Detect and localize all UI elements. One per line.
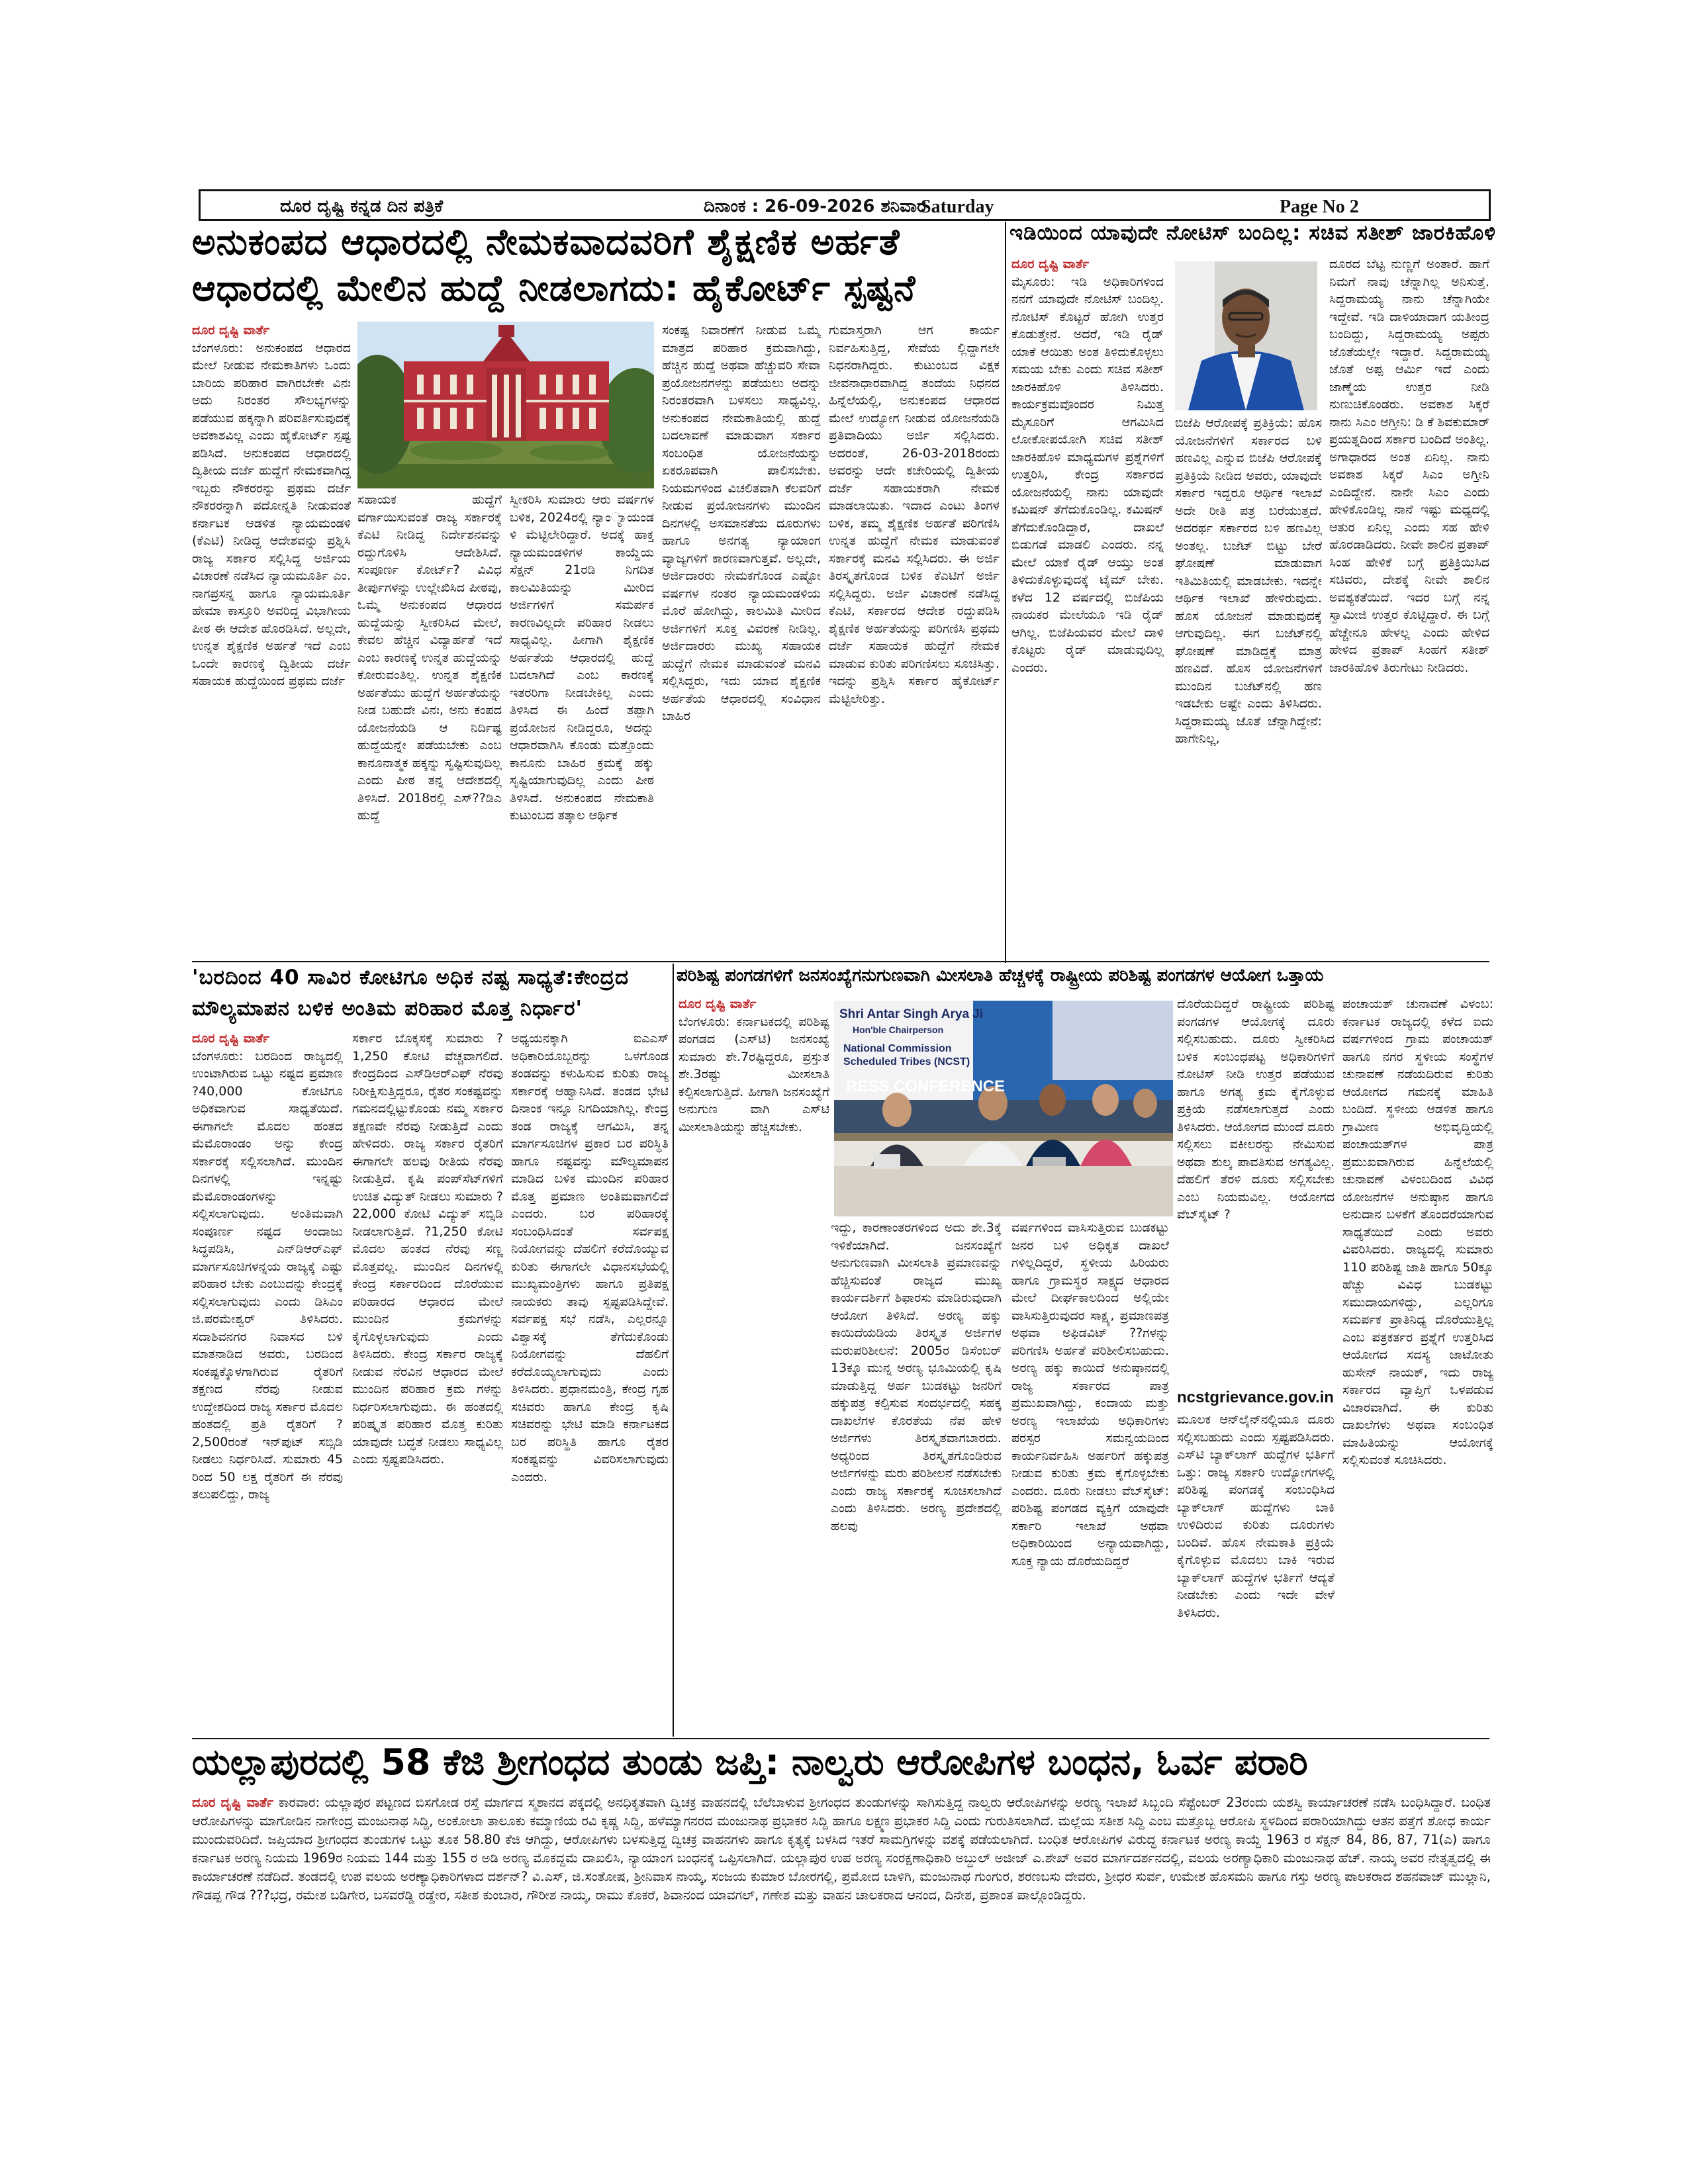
story2-column-3: ದೂರದ ಬೆಟ್ಟ ನುಣ್ಣಗೆ ಅಂತಾರೆ. ಹಾಗೆ ನಿಮಗೆ ನಾವು ಚೆನ್ನಾಗಿಲ್ಲ ಅನಿಸುತ್ತೆ. ಸಿದ್ದರಾಮಯ್ಯ ನಾನು ಚೆನ್ನಾಗಿಯೇ ಇದ್ದೇವೆ. ಇಡಿ ದಾಳಿಯಾದಾಗ ಯತೀಂದ್ರ ಬಂದಿದ್ದು, ಸಿದ್ದರಾಮಯ್ಯ ಅಪ್ಪರು ಜೊತೆಯಲ್ಲೇ ಇದ್ದಾರೆ. ಸಿದ್ದರಾಮಯ್ಯ ಜೊತೆ ಅಪ್ಪ ಆರ್ಮಿ ಇದೆ ಎಂದು ಜಾಣ್ಮೆಯ ಉತ್ತರ ನೀಡಿ ನುಣುಚಿಕೊಂಡರು. ಅವಕಾಶ ಸಿಕ್ಕರೆ ನಾನು ಸಿಎಂ ಆಗ್ತೀನಿ: ಡಿ ಕೆ ಶಿವಕುಮಾರ್ ಪ್ರಯತ್ನದಿಂದ ಸರ್ಕಾರ ಬಂದಿದೆ ಅಂತಿಲ್ಲ. ಅಗಾಧಾರದ ಅಂತ ಏನಿಲ್ಲ. ನಾನು ಅವಕಾಶ ಸಿಕ್ಕರೆ ಸಿಎಂ ಅಗ್ತೀನಿ ಎಂದಿದ್ದೇನೆ. ನಾನೇ ಸಿಎಂ ಎಂದು ಹೇಳಿಕೊಂಡಿಲ್ಲ ನಾನೆ ಇಷ್ಟು ಮಧ್ಯದಲ್ಲಿ ಆತುರ ಏನಿಲ್ಲ ಎಂದು ಸಹ ಹೇಳಿ ಹೊರಡಾಡಿದರು. ನೀವೇ ಶಾಲಿನ ಪ್ರತಾಪ್ ಸಿಂಹ ಹೇಳಿಕೆ ಬಗ್ಗೆ ಪ್ರತಿಕ್ರಿಯಿಸಿದ ಸಚಿವರು, ದೇಶಕ್ಕೆ ನೀವೇ ಶಾಲಿನ ಅವಶ್ಯಕತೆಯಿದೆ. ಇದರ ಬಗ್ಗೆ ನನ್ನ ಸ್ವಾಮೀಜಿ ಉತ್ತರ ಕೊಟ್ಟಿದ್ದಾರೆ. ಈ ಬಗ್ಗೆ ಹೆಚ್ಚೇನೂ ಹೇಳಲ್ಲ ಎಂದು ಹೇಳಿದ ಹೇಳಿದ ಪ್ರತಾಪ್ ಸಿಂಹಗೆ ಸತೀಶ್ ಜಾರಕಿಹೊಳಿ ತಿರುಗೇಟು ನೀಡಿದರು. [1329,257,1489,675]
story5-body [192,1794,1491,2078]
banner-event: RESS CONFERENCE [846,1077,1006,1095]
day-label: Saturday [921,197,994,217]
story3-column-2: ಸರ್ಕಾರ ಬೊಕ್ಕಸಕ್ಕೆ ಸುಮಾರು ?1,250 ಕೋಟಿ ವೆಚ್ಚವಾಗಲಿದೆ. ಕೇಂದ್ರದಿಂದ ಎಸ್‌ಡಿಆರ್‌ಎಫ್ ನೆರವು ನಿರೀಕ್ಷಿಸುತ್ತಿದ್ದರೂ, ರೈತರ ಸಂಕಷ್ಟವನ್ನು ಗಮನದಲ್ಲಿಟ್ಟುಕೊಂಡು ನಮ್ಮ ಸರ್ಕಾರ ತಕ್ಷಣವೇ ನೆರವು ನೀಡುತ್ತಿದೆ ಎಂದು ಹೇಳಿದರು. ರಾಜ್ಯ ಸರ್ಕಾರ ರೈತರಿಗೆ ಈಗಾಗಲೇ ಹಲವು ರೀತಿಯ ನೆರವು ನೀಡುತ್ತಿದೆ. ಕೃಷಿ ಪಂಪ್‌ಸೆಟ್‌ಗಳಿಗೆ ಉಚಿತ ವಿದ್ಯುತ್ ನೀಡಲು ಸುಮಾರು ?22,000 ಕೋಟಿ ವಿದ್ಯುತ್ ಸಬ್ಸಿಡಿ ನೀಡಲಾಗುತ್ತಿದೆ. ?1,250 ಕೋಟಿ ಮೊದಲ ಹಂತದ ನೆರವು ಸಣ್ಣ ಮೊತ್ತವಲ್ಲ. ಮುಂದಿನ ದಿನಗಳಲ್ಲಿ ಕೇಂದ್ರ ಸರ್ಕಾರದಿಂದ ದೊರೆಯುವ ಪರಿಹಾರದ ಆಧಾರದ ಮೇಲೆ ಮುಂದಿನ ಕ್ರಮಗಳನ್ನು ಕೈಗೊಳ್ಳಲಾಗುವುದು ಎಂದು ತಿಳಿಸಿದರು. ಕೇಂದ್ರ ಸರ್ಕಾರ ರಾಜ್ಯಕ್ಕೆ ನೀಡುವ ನೆರವಿನ ಆಧಾರದ ಮೇಲೆ ಮುಂದಿನ ಪರಿಹಾರ ಕ್ರಮ ಗಳನ್ನು ನಿರ್ಧರಿಸಲಾಗುವುದು. ಈ ಹಂತದಲ್ಲಿ ಪರಿಷ್ಕೃತ ಪರಿಹಾರ ಮೊತ್ತ ಕುರಿತು ಯಾವುದೇ ಬದ್ಧತೆ ನೀಡಲು ಸಾಧ್ಯವಿಲ್ಲ ಎಂದು ಸ್ಪಷ್ಟಪಡಿಸಿದರು. [352,1031,503,1467]
banner-title: Hon'ble Chairperson [853,1024,944,1035]
banner-org-line2: Scheduled Tribes (NCST) [843,1056,970,1068]
banner-org-line1: National Commission [843,1043,952,1054]
story3-byline: ದೂರ ದೃಷ್ಟಿ ವಾರ್ತೆ [192,1031,270,1046]
story1-column-3: ಸ್ವೀಕರಿಸಿ ಸುಮಾರು ಆರು ವರ್ಷಗಳ ಬಳಿಕ, 2024ರಲ್ಲಿ ನ್ಯಾಂ್ಯಾಯಂಡ ಳಿ ಮೆಟ್ಟಿಲೇರಿದ್ದಾರೆ. ಅದಕ್ಕೆ ಹಾಕ್ತ ನ್ಯಾಯಮಂಡಳಿಗಳ ಕಾಯ್ದೆಯ ಸೆಕ್ಷನ್ 21ರಡಿ ನಿಗದಿತ ಕಾಲಮಿತಿಯನ್ನು ಮೀರಿದ ಅರ್ಜಿಗಳಿಗೆ ಸಮರ್ಪಕ ಕಾರಣವಿಲ್ಲದೇ ಪರಿಹಾರ ನೀಡಲು ಸಾಧ್ಯವಿಲ್ಲ. ಹೀಗಾಗಿ ಶೈಕ್ಷಣಿಕ ಅರ್ಹತೆಯ ಆಧಾರದಲ್ಲಿ ಹುದ್ದೆ ಬದಲಾಗಿದೆ ಎಂಬ ಕಾರಣಕ್ಕೆ ಇತರರಿಗಾ ನೀಡಬೇಕಿಲ್ಲ ಎಂದು ತಿಳಿಸಿದ ಈ ಹಿಂದೆ ತಪ್ಪಾಗಿ ಪ್ರಯೋಜನ ನೀಡಿದ್ದರೂ, ಅದನ್ನು ಆಧಾರವಾಗಿಸಿ ಕೊಂಡು ಮತ್ತೊಂದು ಕಾನೂನು ಬಾಹಿರ ಕ್ರಮಕ್ಕೆ ಹಕ್ಕು ಸೃಷ್ಟಿಯಾಗುವುದಿಲ್ಲ ಎಂದು ಪೀಠ ತಿಳಿಸಿದೆ. ಅನುಕಂಪದ ನೇಮಕಾತಿ ಕುಟುಂಬದ ತತ್ಕಾಲ ಆರ್ಥಿಕ [510,492,654,823]
banner-name: Shri Antar Singh Arya Ji [839,1007,984,1021]
page-header-bar [199,189,1491,221]
story3-column-1 [192,1030,343,1734]
story1-column-1 [192,322,351,957]
story5-byline: ದೂರ ದೃಷ್ಟಿ ವಾರ್ತೆ [192,1795,274,1810]
story4-column-3: ದೊರೆಯದಿದ್ದರೆ ರಾಷ್ಟ್ರೀಯ ಪರಿಶಿಷ್ಟ ಪಂಗಡಗಳ ಆಯೋಗಕ್ಕೆ ದೂರು ಸಲ್ಲಿಸಬಹುದು. ದೂರು ಸ್ವೀಕರಿಸಿದ ಬಳಿಕ ಸಂಬಂಧಪಟ್ಟ ಅಧಿಕಾರಿಗಳಿಗೆ ನೋಟಿಸ್ ನೀಡಿ ಉತ್ತರ ಪಡೆಯುವ ಹಾಗೂ ಅಗತ್ಯ ಕ್ರಮ ಕೈಗೊಳ್ಳುವ ಪ್ರಕ್ರಿಯೆ ನಡೆಸಲಾಗುತ್ತದೆ ಎಂದು ತಿಳಿಸಿದರು. ಆಯೋಗದ ಮುಂದೆ ದೂರು ಸಲ್ಲಿಸಲು ವಕೀಲರನ್ನು ನೇಮಿಸುವ ಅಥವಾ ಶುಲ್ಕ ಪಾವತಿಸುವ ಅಗತ್ಯವಿಲ್ಲ. ದೆಹಲಿಗೆ ತೆರಳಿ ದೂರು ಸಲ್ಲಿಸಬೇಕು ಎಂಬ ನಿಯಮವಿಲ್ಲ. ಆಯೋಗದ ವೆಬ್‌ಸೈಟ್ ? [1177,997,1335,1222]
section-divider [192,961,1489,962]
story4-column-3b: ಮೂಲಕ ಆನ್‌ಲೈನ್‌ನಲ್ಲಿಯೂ ದೂರು ಸಲ್ಲಿಸಬಹುದು ಎಂದು ಸ್ಪಷ್ಟಪಡಿಸಿದರು. ಎಸ್‌ಟಿ ಬ್ಯಾಕ್‌ಲಾಗ್ ಹುದ್ದೆಗಳ ಭರ್ತಿಗೆ ಒತ್ತು: ರಾಜ್ಯ ಸರ್ಕಾರಿ ಉದ್ಯೋಗಗಳಲ್ಲಿ ಪರಿಶಿಷ್ಟ ಪಂಗಡಕ್ಕೆ ಸಂಬಂಧಿಸಿದ ಬ್ಯಾಕ್‌ಲಾಗ್ ಹುದ್ದೆಗಳು ಬಾಕಿ ಉಳಿದಿರುವ ಕುರಿತು ದೂರುಗಳು ಬಂದಿವೆ. ಹೊಸ ನೇಮಕಾತಿ ಪ್ರಕ್ರಿಯೆ ಕೈಗೊಳ್ಳುವ ಮೊದಲು ಬಾಕಿ ಇರುವ ಬ್ಯಾಕ್‌ಲಾಗ್ ಹುದ್ದೆಗಳ ಭರ್ತಿಗೆ ಆದ್ಯತೆ ನೀಡಬೇಕು ಎಂದು ಇದೇ ವೇಳೆ ತಿಳಿಸಿದರು. [1177,1412,1335,1620]
story1-text-1: ಬೆಂಗಳೂರು: ಅನುಕಂಪದ ಆಧಾರದ ಮೇಲೆ ನೀಡುವ ನೇಮಕಾತಿಗಳು ಒಂದು ಬಾರಿಯ ಪರಿಹಾರ ವಾಗಿರಬೇಕೇ ವಿನಃ ಅದು ನಿರಂತರ ಸೌಲಭ್ಯಗಳನ್ನು ಪಡೆಯುವ ಹಕ್ಕನ್ನಾಗಿ ಪರಿವರ್ತಿಸುವುದಕ್ಕೆ ಅವಕಾಶವಿಲ್ಲ ಎಂದು ಹೈಕೋರ್ಟ್ ಸ್ಪಷ್ಟ ಪಡಿಸಿದೆ. ಅನುಕಂಪದ ಆಧಾರದಲ್ಲಿ ದ್ವಿತೀಯ ದರ್ಜೆ ಹುದ್ದೆಗೆ ನೇಮಕವಾಗಿದ್ದ ಇಬ್ಬರು ನೌಕರರನ್ನು ಪ್ರಥಮ ದರ್ಜೆ ನೌಕರರನ್ನಾಗಿ ಪದೋನ್ನತಿ ನೀಡುವಂತೆ ಕರ್ನಾಟಕ ಆಡಳಿತ ನ್ಯಾಯಮಂಡಳಿ (ಕೆಎಟಿ) ನೀಡಿದ್ದ ಆದೇಶವನ್ನು ಪ್ರಶ್ನಿಸಿ ರಾಜ್ಯ ಸರ್ಕಾರ ಸಲ್ಲಿಸಿದ್ದ ಅರ್ಜಿಯ ವಿಚಾರಣೆ ನಡೆಸಿದ ನ್ಯಾಯಮೂರ್ತಿ ಎಂ. ನಾಗಪ್ರಸನ್ನ ಹಾಗೂ ನ್ಯಾಯಮೂರ್ತಿ ಹೇಮಾ ಕಾಸ್ತೂರಿ ಅವರಿದ್ದ ವಿಭಾಗೀಯ ಪೀಠ ಈ ಆದೇಶ ಹೊರಡಿಸಿದೆ. ಅಲ್ಲದೇ, ಉನ್ನತ ಶೈಕ್ಷಣಿಕ ಅರ್ಹತೆ ಇದೆ ಎಂಬ ಒಂದೇ ಕಾರಣಕ್ಕೆ ದ್ವಿತೀಯ ದರ್ಜೆ ಸಹಾಯಕ ಹುದ್ದೆಯಿಂದ ಪ್ರಥಮ ದರ್ಜೆ [192,340,351,688]
story3-column-3: ಅಧ್ಯಯನಕ್ಕಾಗಿ ಐಎಎಸ್ ಅಧಿಕಾರಿಯೊಬ್ಬರನ್ನು ಒಳಗೊಂಡ ತಂಡವನ್ನು ಕಳುಹಿಸುವ ಕುರಿತು ರಾಜ್ಯ ಸರ್ಕಾರಕ್ಕೆ ಆಹ್ವಾನಿಸಿದೆ. ತಂಡದ ಭೇಟಿ ದಿನಾಂಕ ಇನ್ನೂ ನಿಗದಿಯಾಗಿಲ್ಲ. ಕೇಂದ್ರ ತಂಡ ರಾಜ್ಯಕ್ಕೆ ಆಗಮಿಸಿ, ತನ್ನ ಮಾರ್ಗಸೂಚಿಗಳ ಪ್ರಕಾರ ಬರ ಪರಿಸ್ಥಿತಿ ಹಾಗೂ ನಷ್ಟವನ್ನು ಮೌಲ್ಯಮಾಪನ ಮಾಡಿದ ಬಳಿಕ ಮುಂದಿನ ಪರಿಹಾರ ಮೊತ್ತ ಪ್ರಮಾಣ ಅಂತಿಮವಾಗಲಿದೆ ಎಂದರು. ಬರ ಪರಿಹಾರಕ್ಕೆ ಸಂಬಂಧಿಸಿದಂತೆ ಸರ್ವಪಕ್ಷ ನಿಯೋಗವನ್ನು ದೆಹಲಿಗೆ ಕರೆದೊಯ್ಯುವ ಕುರಿತು ಈಗಾಗಲೇ ವಿಧಾನಸಭೆಯಲ್ಲಿ ಮುಖ್ಯಮಂತ್ರಿಗಳು ಹಾಗೂ ಪ್ರತಿಪಕ್ಷ ನಾಯಕರು ತಾವು ಸ್ಪಷ್ಟಪಡಿಸಿದ್ದೇವೆ. ಸರ್ವಪಕ್ಷ ಸಭೆ ನಡೆಸಿ, ಎಲ್ಲರನ್ನೂ ವಿಶ್ವಾಸಕ್ಕೆ ತೆಗೆದುಕೊಂಡು ನಿಯೋಗವನ್ನು ದೆಹಲಿಗೆ ಕರೆದೊಯ್ಯಲಾಗುವುದು ಎಂದು ತಿಳಿಸಿದರು. ಪ್ರಧಾನಮಂತ್ರಿ, ಕೇಂದ್ರ ಗೃಹ ಸಚಿವರು ಹಾಗೂ ಕೇಂದ್ರ ಕೃಷಿ ಸಚಿವರನ್ನು ಭೇಟಿ ಮಾಡಿ ಕರ್ನಾಟಕದ ಬರ ಪರಿಸ್ಥಿತಿ ಹಾಗೂ ರೈತರ ಸಂಕಷ್ಟವನ್ನು ವಿವರಿಸಲಾಗುವುದು ಎಂದರು. [511,1031,669,1484]
minister-photo [1175,261,1317,410]
story1-headline-line2: ಆಧಾರದಲ್ಲಿ ಮೇಲಿನ ಹುದ್ದೆ ನೀಡಲಾಗದು: ಹೈಕೋರ್ಟ್ ಸ್ಪಷ್ಟನೆ [192,267,916,309]
story2-text-1: ಮೈಸೂರು: ಇಡಿ ಅಧಿಕಾರಿಗಳಿಂದ ನನಗೆ ಯಾವುದೇ ನೋಟಿಸ್ ಬಂದಿಲ್ಲ. ನೋಟಿಸ್ ಕೊಟ್ಟರೆ ಹೋಗಿ ಉತ್ತರ ಕೊಡುತ್ತೇನೆ. ಅದರೆ, ಇಡಿ ರೈಡ್ ಯಾಕೆ ಆಯಿತು ಅಂತ ತಿಳಿದುಕೊಳ್ಳಲು ಸಮಯ ಬೇಕು ಎಂದು ಸಚಿವ ಸತೀಶ್ ಜಾರಕಿಹೊಳಿ ತಿಳಿಸಿದರು. ಕಾರ್ಯಕ್ರಮವೊಂದರ ನಿಮಿತ್ತ ಮೈಸೂರಿಗೆ ಆಗಮಿಸಿದ ಲೋಕೋಪಯೋಗಿ ಸಚಿವ ಸತೀಶ್ ಜಾರಕಿಹೊಳಿ ಮಾಧ್ಯಮಗಳ ಪ್ರಶ್ನೆಗಳಿಗೆ ಉತ್ತರಿಸಿ, ಕೇಂದ್ರ ಸರ್ಕಾರದ ಯೋಜನೆಯಲ್ಲಿ ನಾನು ಯಾವುದೇ ಕಮಿಷನ್ ತೆಗೆದುಕೊಂಡಿಲ್ಲ. ಕಮಿಷನ್ ತೆಗೆದುಕೊಂಡಿದ್ದಾರೆ, ದಾಖಲೆ ಬಿಡುಗಡೆ ಮಾಡಲಿ ಎಂದರು. ನನ್ನ ಮೇಲೆ ಯಾಕೆ ರೈಡ್ ಆಯ್ತು ಅಂತ ತಿಳಿದುಕೊಳ್ಳುವುದಕ್ಕೆ ಟೈಮ್ ಬೇಕು. ಕಳೆದ 12 ವರ್ಷದಲ್ಲಿ ಬಿಜೆಪಿಯ ನಾಯಕರ ಮೇಲೆಯೂ ಇಡಿ ರೈಡ್ ಆಗಿಲ್ಲ. ಬಿಜೆಪಿಯವರ ಮೇಲೆ ದಾಳಿ ಕೊಟ್ಟರು ರೈಡ್ ಮಾಡುವುದಿಲ್ಲ ಎಂದರು. [1011,274,1164,675]
story4-column-1b: ಇದ್ದು, ಕಾರಣಾಂತರಗಳಿಂದ ಅದು ಶೇ.3ಕ್ಕೆ ಇಳಿಕೆಯಾಗಿದೆ. ಜನಸಂಖ್ಯೆಗೆ ಅನುಗುಣವಾಗಿ ಮೀಸಲಾತಿ ಪ್ರಮಾಣವನ್ನು ಹೆಚ್ಚಿಸುವಂತೆ ರಾಜ್ಯದ ಮುಖ್ಯ ಕಾರ್ಯದರ್ಶಿಗೆ ಶಿಫಾರಸು ಮಾಡಿರುವುದಾಗಿ ಆಯೋಗ ತಿಳಿಸಿದೆ. ಅರಣ್ಯ ಹಕ್ಕು ಕಾಯಿದೆಯಡಿಯ ತಿರಸ್ಕೃತ ಅರ್ಜಿಗಳ ಮರುಪರಿಶೀಲನೆ: 2005ರ ಡಿಸೆಂಬರ್ 13ಕ್ಕೂ ಮುನ್ನ ಅರಣ್ಯ ಭೂಮಿಯಲ್ಲಿ ಕೃಷಿ ಮಾಡುತ್ತಿದ್ದ ಅರ್ಹ ಬುಡಕಟ್ಟು ಜನರಿಗೆ ಹಕ್ಕುಪತ್ರ ಕಲ್ಪಿಸುವ ಸಂದರ್ಭದಲ್ಲಿ ಸಹಕ್ಕ ದಾಖಲೆಗಳ ಕೊರತೆಯ ನೆಪ ಹೇಳಿ ಅರ್ಜಿಗಳು ತಿರಸ್ಕೃತವಾಗಬಾರದು. ಅಧ್ಯರಿಂದ ತಿರಸ್ಕೃತಗೊಂಡಿರುವ ಅರ್ಜಿಗಳನ್ನು ಮರು ಪರಿಶೀಲನೆ ನಡೆಸಬೇಕು ಎಂದು ರಾಜ್ಯ ಸರ್ಕಾರಕ್ಕೆ ಸೂಚಿಸಲಾಗಿದೆ ಎಂದು ತಿಳಿಸಿದರು. ಅರಣ್ಯ ಪ್ರದೇಶದಲ್ಲಿ ಹಲವು [831,1220,1002,1533]
story2-headline: ಇಡಿಯಿಂದ ಯಾವುದೇ ನೋಟಿಸ್ ಬಂದಿಲ್ಲ: ಸಚಿವ ಸತೀಶ್ ಜಾರಕಿಹೊಳಿ [1009,221,1497,245]
story4-text-1a: ಬೆಂಗಳೂರು: ಕರ್ನಾಟಕದಲ್ಲಿ ಪರಿಶಿಷ್ಟ ಪಂಗಡದ (ಎಸ್‌ಟಿ) ಜನಸಂಖ್ಯೆ ಸುಮಾರು ಶೇ.7ರಷ್ಟಿದ್ದರೂ, ಪ್ರಸ್ತುತ ಶೇ.3ರಷ್ಟು ಮೀಸಲಾತಿ ಕಲ್ಪಿಸಲಾಗುತ್ತಿದೆ. ಹೀಗಾಗಿ ಜನಸಂಖ್ಯೆಗೆ ಅನುಗುಣ ವಾಗಿ ಎಸ್‌ಟಿ ಮೀಸಲಾತಿಯನ್ನು ಹೆಚ್ಚಿಸಬೇಕು. [679,1014,829,1134]
story4-column-2: ವರ್ಷಗಳಿಂದ ವಾಸಿಸುತ್ತಿರುವ ಬುಡಕಟ್ಟು ಜನರ ಬಳಿ ಅಧಿಕೃತ ದಾಖಲೆ ಗಳಿಲ್ಲದಿದ್ದರೆ, ಸ್ಥಳೀಯ ಹಿರಿಯರು ಹಾಗೂ ಗ್ರಾಮಸ್ಥರ ಸಾಕ್ಷ್ಯದ ಆಧಾರದ ಮೇಲೆ ದೀರ್ಘಕಾಲದಿಂದ ಅಲ್ಲಿಯೇ ವಾಸಿಸುತ್ತಿರುವುದರ ಸಾಕ್ಷ್ಯ, ಪ್ರಮಾಣಪತ್ರ ಅಥವಾ ಅಫಿಡವಿಟ್ ??ಗಳನ್ನು ಪರಿಗಣಿಸಿ ಅರ್ಹತೆ ಪರಿಶೀಲಿಸಬಹುದು. ಅರಣ್ಯ ಹಕ್ಕು ಕಾಯಿದೆ ಅನುಷ್ಠಾನದಲ್ಲಿ ರಾಜ್ಯ ಸರ್ಕಾರದ ಪಾತ್ರ ಪ್ರಮುಖವಾಗಿದ್ದು, ಕಂದಾಯ ಮತ್ತು ಅರಣ್ಯ ಇಲಾಖೆಯ ಅಧಿಕಾರಿಗಳು ಪರಸ್ಪರ ಸಮನ್ವಯದಿಂದ ಕಾರ್ಯನಿರ್ವಹಿಸಿ ಅರ್ಹರಿಗೆ ಹಕ್ಕುಪತ್ರ ನೀಡುವ ಕುರಿತು ಕ್ರಮ ಕೈಗೊಳ್ಳಬೇಕು ಎಂದರು. ದೂರು ನೀಡಲು ವೆಬ್‌ಸೈಟ್: ಪರಿಶಿಷ್ಟ ಪಂಗಡದ ವ್ಯಕ್ತಿಗೆ ಯಾವುದೇ ಸರ್ಕಾರಿ ಇಲಾಖೆ ಅಥವಾ ಅಧಿಕಾರಿಯಿಂದ ಅನ್ಯಾಯವಾಗಿದ್ದು, ಸೂಕ್ತ ನ್ಯಾಯ ದೊರೆಯದಿದ್ದರೆ [1011,1220,1169,1569]
story3-headline-line1: 'ಬರದಿಂದ 40 ಸಾವಿರ ಕೋಟಿಗೂ ಅಧಿಕ ನಷ್ಟ ಸಾಧ್ಯತೆ:ಕೇಂದ್ರದ [192,966,630,989]
story4-column-1a [679,995,829,1208]
story1-column-2: ಸಹಾಯಕ ಹುದ್ದೆಗೆ ವರ್ಗಾಯಿಸುವಂತೆ ರಾಜ್ಯ ಸರ್ಕಾರಕ್ಕೆ ಕೆಎಟಿ ನೀಡಿದ್ದ ನಿರ್ದೇಶನವನ್ನು ರದ್ದುಗೊಳಿಸಿ ಆದೇಶಿಸಿದೆ. ಸಂಪೂರ್ಣ ಕೋರ್ಟ್? ವಿವಿಧ ತೀರ್ಪುಗಳನ್ನು ಉಲ್ಲೇಖಿಸಿದ ಪೀಠವು, ಒಮ್ಮೆ ಅನುಕಂಪದ ಆಧಾರದ ಹುದ್ದೆಯನ್ನು ಸ್ವೀಕರಿಸಿದ ಮೇಲೆ, ಕೇವಲ ಹೆಚ್ಚಿನ ವಿದ್ಯಾರ್ಹತೆ ಇದೆ ಎಂಬ ಕಾರಣಕ್ಕೆ ಉನ್ನತ ಹುದ್ದೆಯನ್ನು ಕೋರುವಂತಿಲ್ಲ. ಉನ್ನತ ಶೈಕ್ಷಣಿಕ ಅರ್ಹತೆಯು ಹುದ್ದೆಗೆ ಅರ್ಹತೆಯನ್ನು ನೀಡ ಬಹುದೇ ವಿನಃ, ಅನು ಕಂಪದ ಯೋಜನೆಯಡಿ ಆ ನಿರ್ದಿಷ್ಟ ಹುದ್ದೆಯನ್ನೇ ಪಡೆಯಬೇಕು ಎಂಬ ಕಾನೂನಾತ್ಮಕ ಹಕ್ಕನ್ನು ಸೃಷ್ಟಿಸುವುದಿಲ್ಲ ಎಂದು ಪೀಠ ತನ್ನ ಆದೇಶದಲ್ಲಿ ತಿಳಿಸಿದೆ. 2018ರಲ್ಲಿ ಎಸ್??ಡಿಎ ಹುದ್ದೆ [357,492,502,823]
story4-byline: ದೂರ ದೃಷ್ಟಿ ವಾರ್ತೆ [679,997,757,1011]
story2-byline: ದೂರ ದೃಷ್ಟಿ ವಾರ್ತೆ [1011,257,1090,271]
story3-text-1: ಬೆಂಗಳೂರು: ಬರದಿಂದ ರಾಜ್ಯದಲ್ಲಿ ಉಂಟಾಗಿರುವ ಒಟ್ಟು ನಷ್ಟದ ಪ್ರಮಾಣ ?40,000 ಕೋಟಿಗೂ ಅಧಿಕವಾಗುವ ಸಾಧ್ಯತೆಯಿದೆ. ಈಗಾಗಲೇ ಮೊದಲ ಹಂತದ ಮೆಮೊರಾಂಡಂ ಅನ್ನು ಕೇಂದ್ರ ಸರ್ಕಾರಕ್ಕೆ ಸಲ್ಲಿಸಲಾಗಿದೆ. ಮುಂದಿನ ದಿನಗಳಲ್ಲಿ ಇನ್ನಷ್ಟು ಮೆಮೊರಾಂಡಂಗಳನ್ನು ಸಲ್ಲಿಸಲಾಗುವುದು. ಅಂತಿಮವಾಗಿ ಸಂಪೂರ್ಣ ನಷ್ಟದ ಅಂದಾಜು ಸಿದ್ಧಪಡಿಸಿ, ಎನ್‌ಡಿಆರ್‌ಎಫ್ ಮಾರ್ಗಸೂಚಿಗಳನ್ನಯ ರಾಜ್ಯಕ್ಕೆ ಎಷ್ಟು ಪರಿಹಾರ ಬೇಕು ಎಂಬುದನ್ನು ಕೇಂದ್ರಕ್ಕೆ ಸಲ್ಲಿಸಲಾಗುವುದು ಎಂದು ಡಿಸಿಎಂ ಜಿ.ಪರಮೇಶ್ವರ್ ತಿಳಿಸಿದರು. ಸದಾಶಿವನಗರ ನಿವಾಸದ ಬಳಿ ಮಾತನಾಡಿದ ಅವರು, ಬರದಿಂದ ಸಂಕಷ್ಟಕ್ಕೊಳಗಾಗಿರುವ ರೈತರಿಗೆ ತಕ್ಷಣದ ನೆರವು ನೀಡುವ ಉದ್ದೇಶದಿಂದ ರಾಜ್ಯ ಸರ್ಕಾರ ಮೊದಲ ಹಂತದಲ್ಲಿ ಪ್ರತಿ ರೈತರಿಗೆ ?2,500ರಂತೆ ಇನ್‌ಪುಟ್ ಸಬ್ಸಿಡಿ ನೀಡಲು ನಿರ್ಧರಿಸಿದೆ. ಸುಮಾರು 45 ರಿಂದ 50 ಲಕ್ಷ ರೈತರಿಗೆ ಈ ನೆರವು ತಲುಪಲಿದ್ದು, ರಾಜ್ಯ [192,1048,343,1502]
date-label: ದಿನಾಂಕ : 26-09-2026 ಶನಿವಾರ [704,197,926,216]
story5-text: ಕಾರವಾರ: ಯಲ್ಲಾಪುರ ಪಟ್ಟಣದ ಬಿಸಗೋಡ ರಸ್ತೆ ಮಾರ್ಗದ ಸ್ಮಶಾನದ ಪಕ್ಕದಲ್ಲಿ ಅನಧಿಕೃತವಾಗಿ ದ್ವಿಚಕ್ರ ವಾಹನದಲ್ಲಿ ಬೆಲೆಬಾಳುವ ಶ್ರೀಗಂಧದ ತುಂಡುಗಳನ್ನು ಸಾಗಿಸುತ್ತಿದ್ದ ನಾಲ್ವರು ಆರೋಪಿಗಳನ್ನು ಅರಣ್ಯ ಇಲಾಖೆ ಸಿಬ್ಬಂದಿ ಸೆಪ್ಟೆಂಬರ್ 23ರಂದು ಯಶಸ್ವಿ ಕಾರ್ಯಾಚರಣೆ ನಡೆಸಿ ಬಂಧಿಸಿದ್ದಾರೆ. ಬಂಧಿತ ಆರೋಪಿಗಳನ್ನು ಮಾಗೋಡಿನ ನಾಗೇಂದ್ರ ಮಂಜುನಾಥ ಸಿದ್ದಿ, ಅಂಕೋಲಾ ತಾಲೂಕು ಕಮ್ಮಾಣಿಯ ರವಿ ಕೃಷ್ಣ ಸಿದ್ದಿ, ಹಳೆಮ್ಯಾಗನರದ ಮಂಜುನಾಥ ಪ್ರಭಾಕರ ಸಿದ್ದಿ ಹಾಗೂ ಲಕ್ಷ್ಮಣ ಪ್ರಭಾಕರ ಸಿದ್ದಿ ಎಂದು ಗುರುತಿಸಲಾಗಿದೆ. ಮಲ್ಲೆಯ ಸತೀಶ ಸಿದ್ದಿ ಎಂಬ ಮತ್ತೊಬ್ಬ ಆರೋಪಿ ಸ್ಥಳದಿಂದ ಪರಾರಿಯಾಗಿದ್ದು ಆತನ ಪತ್ತೆಗೆ ಶೋಧ ಕಾರ್ಯ ಮುಂದುವರಿದಿದೆ. ಜಪ್ತಿಯಾದ ಶ್ರೀಗಂಧದ ತುಂಡುಗಳ ಒಟ್ಟು ತೂಕ 58.80 ಕೆಜಿ ಆಗಿದ್ದು, ಆರೋಪಿಗಳು ಬಳಸುತ್ತಿದ್ದ ದ್ವಿಚಕ್ರ ವಾಹನಗಳು ಹಾಗೂ ಕೃತ್ಯಕ್ಕೆ ಬಳಸಿದ ಇತರೆ ಸಾಮಗ್ರಿಗಳನ್ನು ವಶಕ್ಕೆ ಪಡೆಯಲಾಗಿದೆ. ಬಂಧಿತ ಆರೋಪಿಗಳ ವಿರುದ್ಧ ಕರ್ನಾಟಕ ಅರಣ್ಯ ಕಾಯ್ದೆ 1963 ರ ಸೆಕ್ಷನ್ 84, 86, 87, 71(ಎ) ಹಾಗೂ ಕರ್ನಾಟಕ ಅರಣ್ಯ ನಿಯಮ 1969ರ ನಿಯಮ 144 ಮತ್ತು 155 ರ ಅಡಿ ಅರಣ್ಯ ಮೊಕದ್ದಮೆ ದಾಖಲಿಸಿ, ನ್ಯಾಯಾಂಗ ಬಂಧನಕ್ಕೆ ಒಪ್ಪಿಸಲಾಗಿದೆ. ಯಲ್ಲಾಪುರ ಉಪ ಅರಣ್ಯ ಸಂರಕ್ಷಣಾಧಿಕಾರಿ ಅಬ್ದುಲ್ ಅಜೀಜ್ ಎ.ಶೇಖ್ ಅವರ ಮಾರ್ಗದರ್ಶನದಲ್ಲಿ, ವಲಯ ಅರಣ್ಯಾಧಿಕಾರಿ ಮಂಜುನಾಥ ಹೆಚ್. ನಾಯ್ಕ ಅವರ ನೇತೃತ್ವದಲ್ಲಿ ಈ ಕಾರ್ಯಾಚರಣೆ ನಡೆದಿದೆ. ತಂಡದಲ್ಲಿ ಉಪ ವಲಯ ಅರಣ್ಯಾಧಿಕಾರಿಗಳಾದ ದರ್ಶನ್? ವಿ.ಎಸ್, ಜಿ.ಸಂತೋಷ, ಶ್ರೀನಿವಾಸ ನಾಯ್ಕ, ಸಂಜಯ ಕುಮಾರ ಬೋರಗಲ್ಲಿ, ಪ್ರಮೋದ ಬಾಳಿಗಿ, ಮಂಜುನಾಥ ಗುಂಗುರ, ಶರಣಬಸು ದೇವರು, ಶ್ರೀಧರ ಸುರ್ವ, ಉಮೇಶ ಹೊಸಮನಿ ಹಾಗೂ ಗಸ್ತು ಅರಣ್ಯ ಪಾಲಕರಾದ ಶಹನವಾಜ್ ಮುಲ್ಲಾನಿ, ಗೌಡಪ್ಪ ಗೌಡ ???ಭದ್ರ, ರಮೇಶ ಬಡಿಗೇರ, ಬಸವರೆಡ್ಡಿ ರಡ್ಡೇರ, ಸತೀಶ ಕುಂಬಾರ, ಗೌರೀಶ ನಾಯ್ಕ, ರಾಮು ಕೊಕರೆ, ಶಿವಾನಂದ ಯಾವಗಲ್, ಗಣೇಶ ಮತ್ತು ವಾಹನ ಚಾಲಕರಾದ ಆನಂದ, ದಿನೇಶ, ಪ್ರಶಾಂತ ಪಾಲ್ಗೊಂಡಿದ್ದರು. [192,1795,1491,1903]
story4-column-4: ಪಂಚಾಯತ್ ಚುನಾವಣೆ ವಿಳಂಬ: ಕರ್ನಾಟಕ ರಾಜ್ಯದಲ್ಲಿ ಕಳೆದ ಐದು ವರ್ಷಗಳಿಂದ ಗ್ರಾಮ ಪಂಚಾಯತ್ ಹಾಗೂ ನಗರ ಸ್ಥಳೀಯ ಸಂಸ್ಥೆಗಳ ಚುನಾವಣೆ ನಡೆಯದಿರುವ ಕುರಿತು ಆಯೋಗದ ಗಮನಕ್ಕೆ ಮಾಹಿತಿ ಬಂದಿದೆ. ಸ್ಥಳೀಯ ಆಡಳಿತ ಹಾಗೂ ಗ್ರಾಮೀಣ ಅಭಿವೃದ್ಧಿಯಲ್ಲಿ ಪಂಚಾಯತ್‌ಗಳ ಪಾತ್ರ ಪ್ರಮುಖವಾಗಿರುವ ಹಿನ್ನೆಲೆಯಲ್ಲಿ ಚುನಾವಣೆ ವಿಳಂಬದಿಂದ ವಿವಿಧ ಯೋಜನೆಗಳ ಅನುಷ್ಠಾನ ಹಾಗೂ ಅನುದಾನ ಬಳಕೆಗೆ ತೊಂದರೆಯಾಗುವ ಸಾಧ್ಯತೆಯಿದೆ ಎಂದು ಅವರು ವಿವರಿಸಿದರು. ರಾಜ್ಯದಲ್ಲಿ ಸುಮಾರು 110 ಪರಿಶಿಷ್ಟ ಜಾತಿ ಹಾಗೂ 50ಕ್ಕೂ ಹೆಚ್ಚು ವಿವಿಧ ಬುಡಕಟ್ಟು ಸಮುದಾಯಗಳಿದ್ದು, ಎಲ್ಲರಿಗೂ ಸಮರ್ಪಕ ಪ್ರಾತಿನಿಧ್ಯ ದೊರೆಯುತ್ತಿಲ್ಲ ಎಂಬ ಪತ್ರಕರ್ತರ ಪ್ರಶ್ನೆಗೆ ಉತ್ತರಿಸಿದ ಆಯೋಗದ ಸದಸ್ಯ ಜಾಟೋತು ಹುಸೇನ್ ನಾಯಕ್, ಇದು ರಾಜ್ಯ ಸರ್ಕಾರದ ವ್ಯಾಪ್ತಿಗೆ ಒಳಪಡುವ ವಿಚಾರವಾಗಿದೆ. ಈ ಕುರಿತು ದಾಖಲೆಗಳು ಅಥವಾ ಸಂಬಂಧಿತ ಮಾಹಿತಿಯನ್ನು ಆಯೋಗಕ್ಕೆ ಸಲ್ಲಿಸುವಂತೆ ಸೂಚಿಸಿದರು. [1342,997,1493,1467]
story2-column-1 [1011,255,1164,957]
story1-byline: ದೂರ ದೃಷ್ಟಿ ವಾರ್ತೆ [192,323,270,338]
press-conference-photo [834,1001,1173,1216]
story1-column-4: ಸಂಕಷ್ಟ ನಿವಾರಣೆಗೆ ನೀಡುವ ಒಮ್ಮೆ ಮಾತ್ರದ ಪರಿಹಾರ ಕ್ರಮವಾಗಿದ್ದು, ಹೆಚ್ಚಿನ ಹುದ್ದೆ ಅಥವಾ ಹೆಚ್ಚುವರಿ ಸೇವಾ ಪ್ರಯೋಜನಗಳನ್ನು ಪಡೆಯಲು ಅದನ್ನು ನಿರಂತರವಾಗಿ ಬಳಸಲು ಸಾಧ್ಯವಿಲ್ಲ. ಅನುಕಂಪದ ನೇಮಕಾತಿಯಲ್ಲಿ ಹುದ್ದೆ ಬದಲಾವಣೆ ಮಾಡುವಾಗ ಸರ್ಕಾರ ಸಂಬಂಧಿತ ಯೋಜನೆಯನ್ನು ಏಕರೂಪವಾಗಿ ಪಾಲಿಸಬೇಕು. ನಿಯಮಗಳಿಂದ ವಿಚಲಿತವಾಗಿ ಕೆಲವರಿಗೆ ನೀಡುವ ಪ್ರಯೋಜನಗಳು ಮುಂದಿನ ದಿನಗಳಲ್ಲಿ ಅಸಮಾನತೆಯ ದೂರುಗಳು ಹಾಗೂ ಅನಗತ್ಯ ನ್ಯಾಯಾಂಗ ವ್ಯಾಜ್ಯಗಳಿಗೆ ಕಾರಣವಾಗುತ್ತವೆ. ಅಲ್ಲದೇ, ಅರ್ಜಿದಾರರು ನೇಮಕಗೊಂಡ ಎಷ್ಟೋ ವರ್ಷಗಳ ನಂತರ ನ್ಯಾಯಮಂಡಳಿಯ ಮೊರೆ ಹೋಗಿದ್ದು, ಕಾಲಮಿತಿ ಮೀರಿದ ಅರ್ಜಿಗಳಿಗೆ ಸೂಕ್ತ ವಿವರಣೆ ನೀಡಿಲ್ಲ. ಅರ್ಜಿದಾರರು ಮುಖ್ಯ ಸಹಾಯಕ ಹುದ್ದೆಗೆ ನೇಮಕ ಮಾಡುವಂತೆ ಮನವಿ ಸಲ್ಲಿಸಿದ್ದರು, ಇದು ಯಾವ ಶೈಕ್ಷಣಿಕ ಅರ್ಹತೆಯ ಆಧಾರದಲ್ಲಿ ಸಂವಿಧಾನ ಬಾಹಿರ [662,323,821,723]
story3-headline-line2: ಮೌಲ್ಯಮಾಪನ ಬಳಿಕ ಅಂತಿಮ ಪರಿಹಾರ ಮೊತ್ತ ನಿರ್ಧಾರ' [192,997,583,1021]
column-divider [1005,222,1006,963]
column-divider [673,964,674,1737]
story4-headline: ಪರಿಶಿಷ್ಟ ಪಂಗಡಗಳಿಗೆ ಜನಸಂಖ್ಯೆಗನುಗುಣವಾಗಿ ಮೀಸಲಾತಿ ಹೆಚ್ಚಳಕ್ಕೆ ರಾಷ್ಟ್ರೀಯ ಪರಿಶಿಷ್ಟ ಪಂಗಡಗಳ ಆಯೋಗ ಒತ್ತಾಯ [677,966,1324,985]
section-divider [192,1738,1489,1739]
grievance-url: ncstgrievance.gov.in [1177,1388,1334,1406]
story2-column-2: ಬಿಜೆಪಿ ಆರೋಪಕ್ಕೆ ಪ್ರತಿಕ್ರಿಯೆ: ಹೊಸ ಯೋಜನೆಗಳಿಗೆ ಸರ್ಕಾರದ ಬಳಿ ಹಣವಿಲ್ಲ ಎನ್ನುವ ಬಿಜೆಪಿ ಆರೋಪಕ್ಕೆ ಪ್ರತಿಕ್ರಿಯೆ ನೀಡಿದ ಅವರು, ಯಾವುದೇ ಸರ್ಕಾರ ಇದ್ದರೂ ಆರ್ಥಿಕ ಇಲಾಖೆ ಅದೇ ರೀತಿ ಪತ್ರ ಬರೆಯುತ್ತದೆ. ಅದರರ್ಥ ಸರ್ಕಾರದ ಬಳಿ ಹಣವಿಲ್ಲ ಅಂತಲ್ಲ. ಬಜೆಟ್ ಬಿಟ್ಟು ಬೇರೆ ಘೋಷಣೆ ಮಾಡುವಾಗ ಇತಿಮಿತಿಯಲ್ಲಿ ಮಾಡಬೇಕು. ಇದನ್ನೇ ಆರ್ಥಿಕ ಇಲಾಖೆ ಹೇಳಿರುವುದು. ಹೊಸ ಯೋಜನೆ ಮಾಡುವುದಕ್ಕೆ ಆಗುವುದಿಲ್ಲ. ಈಗ ಬಜೆಟ್‌ನಲ್ಲಿ ಘೋಷಣೆ ಮಾಡಿದ್ದಕ್ಕೆ ಮಾತ್ರ ಹಣವಿದೆ. ಹೊಸ ಯೋಜನೆಗಳಿಗೆ ಮುಂದಿನ ಬಜೆಟ್‌ನಲ್ಲಿ ಹಣ ಇಡಬೇಕು ಅಷ್ಟೇ ಎಂದು ತಿಳಿಸಿದರು. ಸಿದ್ದರಾಮಯ್ಯ ಜೊತೆ ಚೆನ್ನಾಗಿದ್ದೇನೆ: ಹಾಗೇನಿಲ್ಲ, [1175,416,1322,746]
page-number: Page No 2 [1280,197,1359,217]
story1-headline-line1: ಅನುಕಂಪದ ಆಧಾರದಲ್ಲಿ ನೇಮಕವಾದವರಿಗೆ ಶೈಕ್ಷಣಿಕ ಅರ್ಹತೆ [192,221,900,263]
story5-headline: ಯಲ್ಲಾಪುರದಲ್ಲಿ 58 ಕೆಜಿ ಶ್ರೀಗಂಧದ ತುಂಡು ಜಪ್ತಿ: ನಾಲ್ವರು ಆರೋಪಿಗಳ ಬಂಧನ, ಓರ್ವ ಪರಾರಿ [192,1741,1308,1783]
paper-name: ದೂರ ದೃಷ್ಟಿ ಕನ್ನಡ ದಿನ ಪತ್ರಿಕೆ [280,197,444,216]
story1-column-5: ಗುಮಾಸ್ತರಾಗಿ ಆಗ ಕಾರ್ಯ ನಿರ್ವಹಿಸುತ್ತಿದ್ದ, ಸೇವೆಯ ಲ್ಲಿದ್ದಾಗಲೇ ನಿಧನರಾಗಿದ್ದರು. ಕುಟುಂಬದ ವಿಕ್ಷಕ ಜೀವನಾಧಾರವಾಗಿದ್ದ ತಂದೆಯ ನಿಧನದ ಹಿನ್ನೆಲೆಯಲ್ಲಿ, ಅನುಕಂಪದ ಆಧಾರದ ಮೇಲೆ ಉದ್ಯೋಗ ನೀಡುವ ಯೋಜನೆಯಡಿ ಪ್ರತಿವಾದಿಯು ಅರ್ಜಿ ಸಲ್ಲಿಸಿದರು. ಅದರಂತೆ, 26-03-2018ರಂದು ಅವರನ್ನು ಆದೇ ಕಚೇರಿಯಲ್ಲಿ ದ್ವಿತೀಯ ದರ್ಜೆ ಸಹಾಯಕರಾಗಿ ನೇಮಕ ಮಾಡಲಾಯಿತು. ಇದಾದ ಎಂಟು ತಿಂಗಳ ಬಳಿಕ, ತಮ್ಮ ಶೈಕ್ಷಣಿಕ ಅರ್ಹತೆ ಪರಿಗಣಿಸಿ ಉನ್ನತ ಹುದ್ದೆಗೆ ನೇಮಕ ಮಾಡುವಂತೆ ಸರ್ಕಾರಕ್ಕೆ ಮನವಿ ಸಲ್ಲಿಸಿದರು. ಈ ಅರ್ಜಿ ತಿರಸ್ಕೃತಗೊಂಡ ಬಳಿಕ ಕೆಎಟಿಗೆ ಅರ್ಜಿ ಸಲ್ಲಿಸಿದ್ದರು. ಅರ್ಜಿ ವಿಚಾರಣೆ ನಡೆಸಿದ್ದ ಕೆಎಟಿ, ಸರ್ಕಾರದ ಆದೇಶ ರದ್ದುಪಡಿಸಿ ಶೈಕ್ಷಣಿಕ ಅರ್ಹತೆಯನ್ನು ಪರಿಗಣಿಸಿ ಪ್ರಥಮ ದರ್ಜೆ ಸಹಾಯಕ ಹುದ್ದೆಗೆ ನೇಮಕ ಮಾಡುವ ಕುರಿತು ಪರಿಗಣಿಸಲು ಸೂಚಿಸಿತ್ತು. ಇದನ್ನು ಪ್ರಶ್ನಿಸಿ ಸರ್ಕಾರ ಹೈಕೋರ್ಟ್ ಮೆಟ್ಟಿಲೇರಿತ್ತು. [829,323,1000,706]
high-court-photo [357,322,654,488]
